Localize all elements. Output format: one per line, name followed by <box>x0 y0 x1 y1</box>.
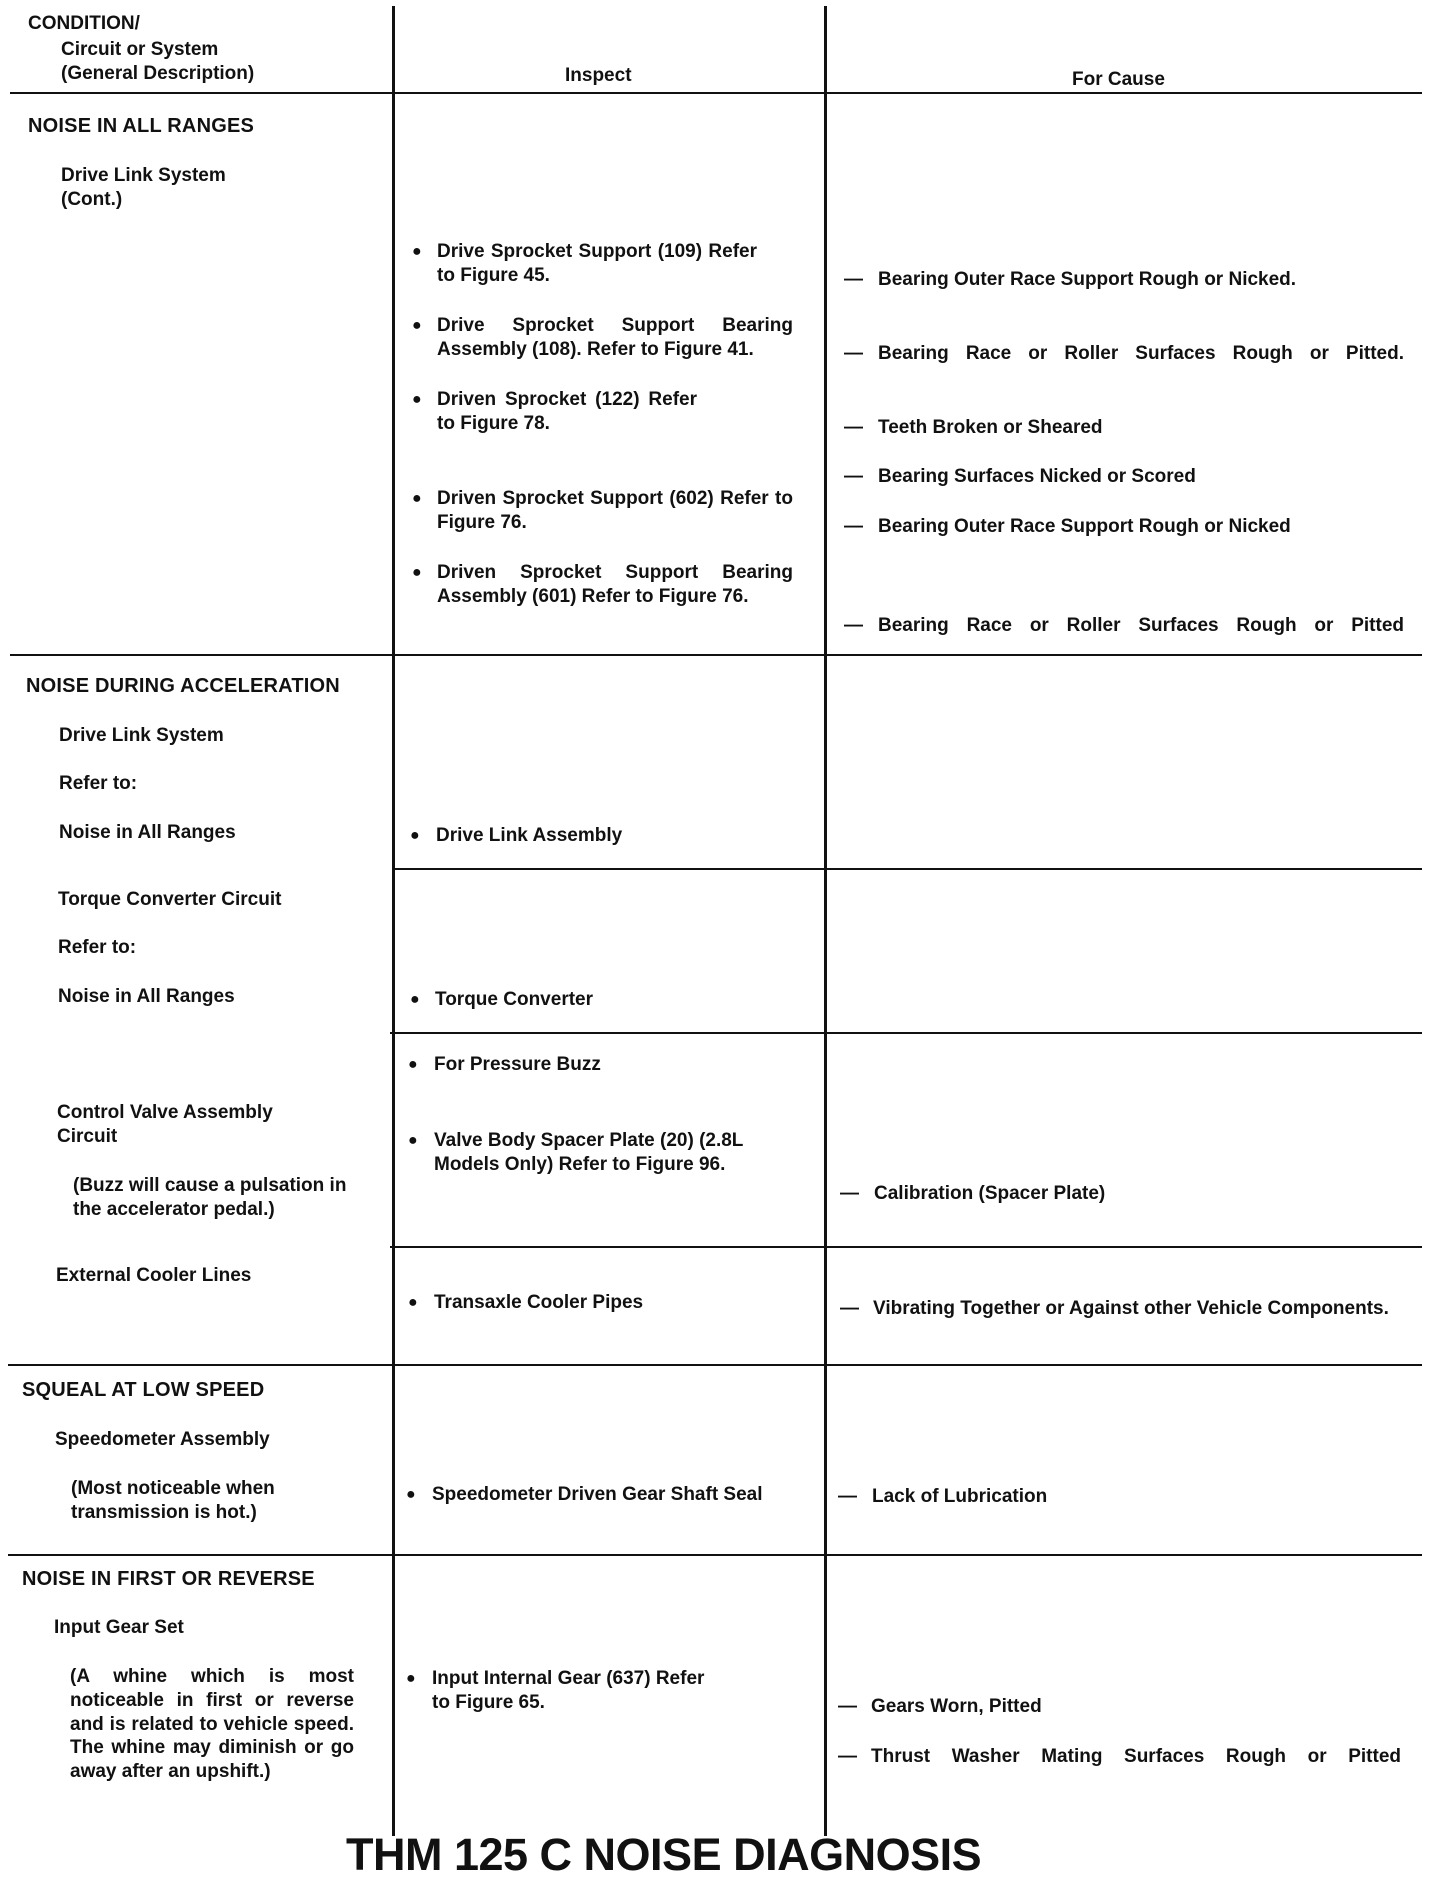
header-condition-title: CONDITION/ <box>28 13 140 34</box>
inspect-valve-body-spacer: Valve Body Spacer Plate (20) (2.8L Models Only) Refer to Figure 96. <box>434 1130 744 1176</box>
inspect-driven-sprocket: Driven Sprocket (122) Refer to Figure 78. <box>437 389 697 435</box>
cause-dash: — <box>844 269 863 290</box>
note-buzz: (Buzz will cause a pulsation in the accelerator pedal.) <box>73 1175 347 1221</box>
bullet: ● <box>410 991 420 1008</box>
header-inspect: Inspect <box>565 65 632 86</box>
cause-dash: — <box>844 343 863 364</box>
bullet: ● <box>410 827 420 844</box>
cause-outer-race-1: Bearing Outer Race Support Rough or Nicked. <box>878 269 1297 290</box>
circuit-control-valve: Control Valve Assembly <box>57 1102 273 1123</box>
circuit-drive-link-2: Drive Link System <box>59 725 224 746</box>
section-heading-squeal: SQUEAL AT LOW SPEED <box>22 1379 265 1401</box>
cause-teeth-broken: Teeth Broken or Sheared <box>878 417 1103 438</box>
cause-dash: — <box>840 1183 859 1204</box>
cause-dash: — <box>844 417 863 438</box>
circuit-drive-link-cont: (Cont.) <box>61 189 123 210</box>
row-rule-s2 <box>8 1364 1422 1366</box>
page-title: THM 125 C NOISE DIAGNOSIS <box>346 1829 982 1880</box>
section-heading-noise-all-ranges: NOISE IN ALL RANGES <box>28 115 255 137</box>
section-heading-noise-acceleration: NOISE DURING ACCELERATION <box>26 675 340 697</box>
bullet: ● <box>408 1294 418 1311</box>
header-condition-sub2: (General Description) <box>61 63 255 84</box>
inspect-driven-sprocket-support: Driven Sprocket Support (602) Refer to Figure 76. <box>437 488 793 534</box>
cause-bearing-race-2: Bearing Race or Roller Surfaces Rough or Pitted <box>878 615 1404 636</box>
cause-dash: — <box>838 1486 857 1507</box>
bullet: ● <box>408 1132 418 1149</box>
cause-dash: — <box>844 615 863 636</box>
noise-all-ranges-b: Noise in All Ranges <box>58 986 235 1007</box>
bullet: ● <box>412 391 422 408</box>
cause-dash: — <box>838 1746 857 1767</box>
inspect-torque-converter: Torque Converter <box>435 989 594 1010</box>
bullet: ● <box>412 243 422 260</box>
circuit-torque-converter: Torque Converter Circuit <box>58 889 282 910</box>
bullet: ● <box>412 317 422 334</box>
bullet: ● <box>408 1056 418 1073</box>
cause-bearing-race-1: Bearing Race or Roller Surfaces Rough or Pitted. <box>878 343 1404 364</box>
cause-calibration: Calibration (Spacer Plate) <box>874 1183 1106 1204</box>
row-rule-s3 <box>8 1554 1422 1556</box>
note-whine: (A whine which is most noticeable in first or reverse and is related to vehicle speed. The whine may diminish or go away after an upshift.) <box>70 1666 354 1782</box>
bullet: ● <box>406 1670 416 1687</box>
divider-col2 <box>824 6 827 1836</box>
inspect-input-internal-gear: Input Internal Gear (637) Refer to Figure 65. <box>432 1668 705 1714</box>
divider-col1 <box>392 6 395 1836</box>
circuit-input-gear-set: Input Gear Set <box>54 1617 184 1638</box>
row-rule-s1 <box>10 654 1422 656</box>
refer-to-a: Refer to: <box>59 773 138 794</box>
cause-dash: — <box>844 516 863 537</box>
bullet: ● <box>406 1486 416 1503</box>
cause-dash: — <box>838 1696 857 1717</box>
header-condition-sub1: Circuit or System <box>61 39 219 60</box>
cause-lubrication: Lack of Lubrication <box>872 1486 1048 1507</box>
inspect-speedometer-seal: Speedometer Driven Gear Shaft Seal <box>432 1484 763 1505</box>
circuit-speedometer: Speedometer Assembly <box>55 1429 270 1450</box>
cause-thrust-washer: Thrust Washer Mating Surfaces Rough or Pitted <box>871 1746 1401 1767</box>
header-for-cause: For Cause <box>1072 69 1165 90</box>
bullet: ● <box>412 564 422 581</box>
bullet: ● <box>412 490 422 507</box>
row-rule-2b <box>390 1032 1422 1034</box>
circuit-drive-link: Drive Link System <box>61 165 226 186</box>
inspect-cooler-pipes: Transaxle Cooler Pipes <box>434 1292 644 1313</box>
inspect-drive-link-assembly: Drive Link Assembly <box>436 825 623 846</box>
note-transmission-hot: (Most noticeable when transmission is hot.) <box>71 1478 275 1524</box>
inspect-drive-sprocket-bearing: Drive Sprocket Support Bearing Assembly (108). Refer to Figure 41. <box>437 315 793 361</box>
cause-vibrating: Vibrating Together or Against other Vehicle Components. <box>873 1298 1389 1319</box>
noise-all-ranges-a: Noise in All Ranges <box>59 822 236 843</box>
section-heading-first-reverse: NOISE IN FIRST OR REVERSE <box>22 1568 315 1590</box>
cause-dash: — <box>840 1298 859 1319</box>
header-rule <box>10 92 1422 94</box>
circuit-external-cooler: External Cooler Lines <box>56 1265 252 1286</box>
inspect-pressure-buzz: For Pressure Buzz <box>434 1054 601 1075</box>
inspect-driven-sprocket-bearing: Driven Sprocket Support Bearing Assembly (601) Refer to Figure 76. <box>437 562 793 608</box>
cause-dash: — <box>844 466 863 487</box>
row-rule-2a <box>392 868 1422 870</box>
cause-outer-race-2: Bearing Outer Race Support Rough or Nicked <box>878 516 1291 537</box>
circuit-control-valve-l2: Circuit <box>57 1126 118 1147</box>
cause-bearing-surfaces: Bearing Surfaces Nicked or Scored <box>878 466 1196 487</box>
row-rule-2c <box>390 1246 1422 1248</box>
cause-gears-worn: Gears Worn, Pitted <box>871 1696 1042 1717</box>
inspect-drive-sprocket-support: Drive Sprocket Support (109) Refer to Figure 45. <box>437 241 757 287</box>
refer-to-b: Refer to: <box>58 937 137 958</box>
